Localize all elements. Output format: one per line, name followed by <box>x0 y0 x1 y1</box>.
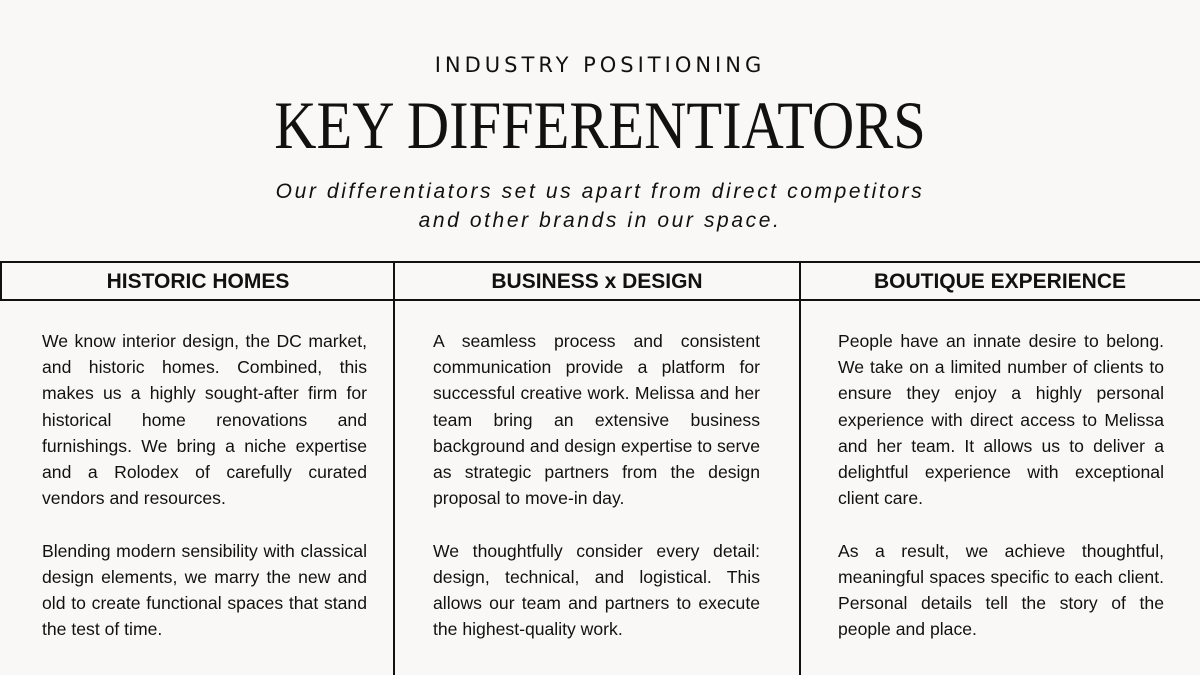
column-body-business-design <box>433 328 760 669</box>
subtitle-line-2: and other brands in our space. <box>418 209 782 232</box>
column-heading-boutique-experience: BOUTIQUE EXPERIENCE <box>873 270 1127 293</box>
page-title: KEY DIFFERENTIATORS <box>274 87 926 163</box>
column-divider <box>393 261 395 675</box>
column-body-historic-homes <box>42 328 367 669</box>
column-paragraph: Blending modern sensibility with classical design elements, we marry the new and old to create functional spaces that stand the test of time. <box>42 540 367 640</box>
column-heading-historic-homes: HISTORIC HOMES <box>0 263 394 299</box>
column-paragraph: We know interior design, the DC market, and historic homes. Combined, this makes us a highly sought-after firm for historical home renovations and furnishings. We bring a niche expertise and a Rolodex of carefully curated vendors and resources. <box>42 331 367 509</box>
column-body-boutique-experience <box>838 328 1164 669</box>
column-paragraph: We thoughtfully consider every detail: design, technical, and logistical. This allows our team and partners to execute the highest-quality work. <box>433 540 760 640</box>
eyebrow-label: INDUSTRY POSITIONING <box>434 53 766 77</box>
column-paragraph: People have an innate desire to belong. We take on a limited number of clients to ensure they enjoy a highly personal experience with direct access to Melissa and her team. It allows us to deliver a delightful experience with exceptional client care. <box>838 331 1164 509</box>
column-divider <box>799 261 801 675</box>
subtitle <box>0 177 1200 235</box>
column-heading-business-design: BUSINESS x DESIGN <box>491 270 703 293</box>
column-header-row <box>0 261 1200 301</box>
subtitle-line-1: Our differentiators set us apart from direct competitors <box>275 180 925 203</box>
column-paragraph: A seamless process and consistent communication provide a platform for successful creative work. Melissa and her team bring an extensive business background and design expertise to serve as strategic partners from the design proposal to move-in day. <box>433 331 760 509</box>
column-paragraph: As a result, we achieve thoughtful, meaningful spaces specific to each client. Personal details tell the story of the people and place. <box>838 540 1164 640</box>
